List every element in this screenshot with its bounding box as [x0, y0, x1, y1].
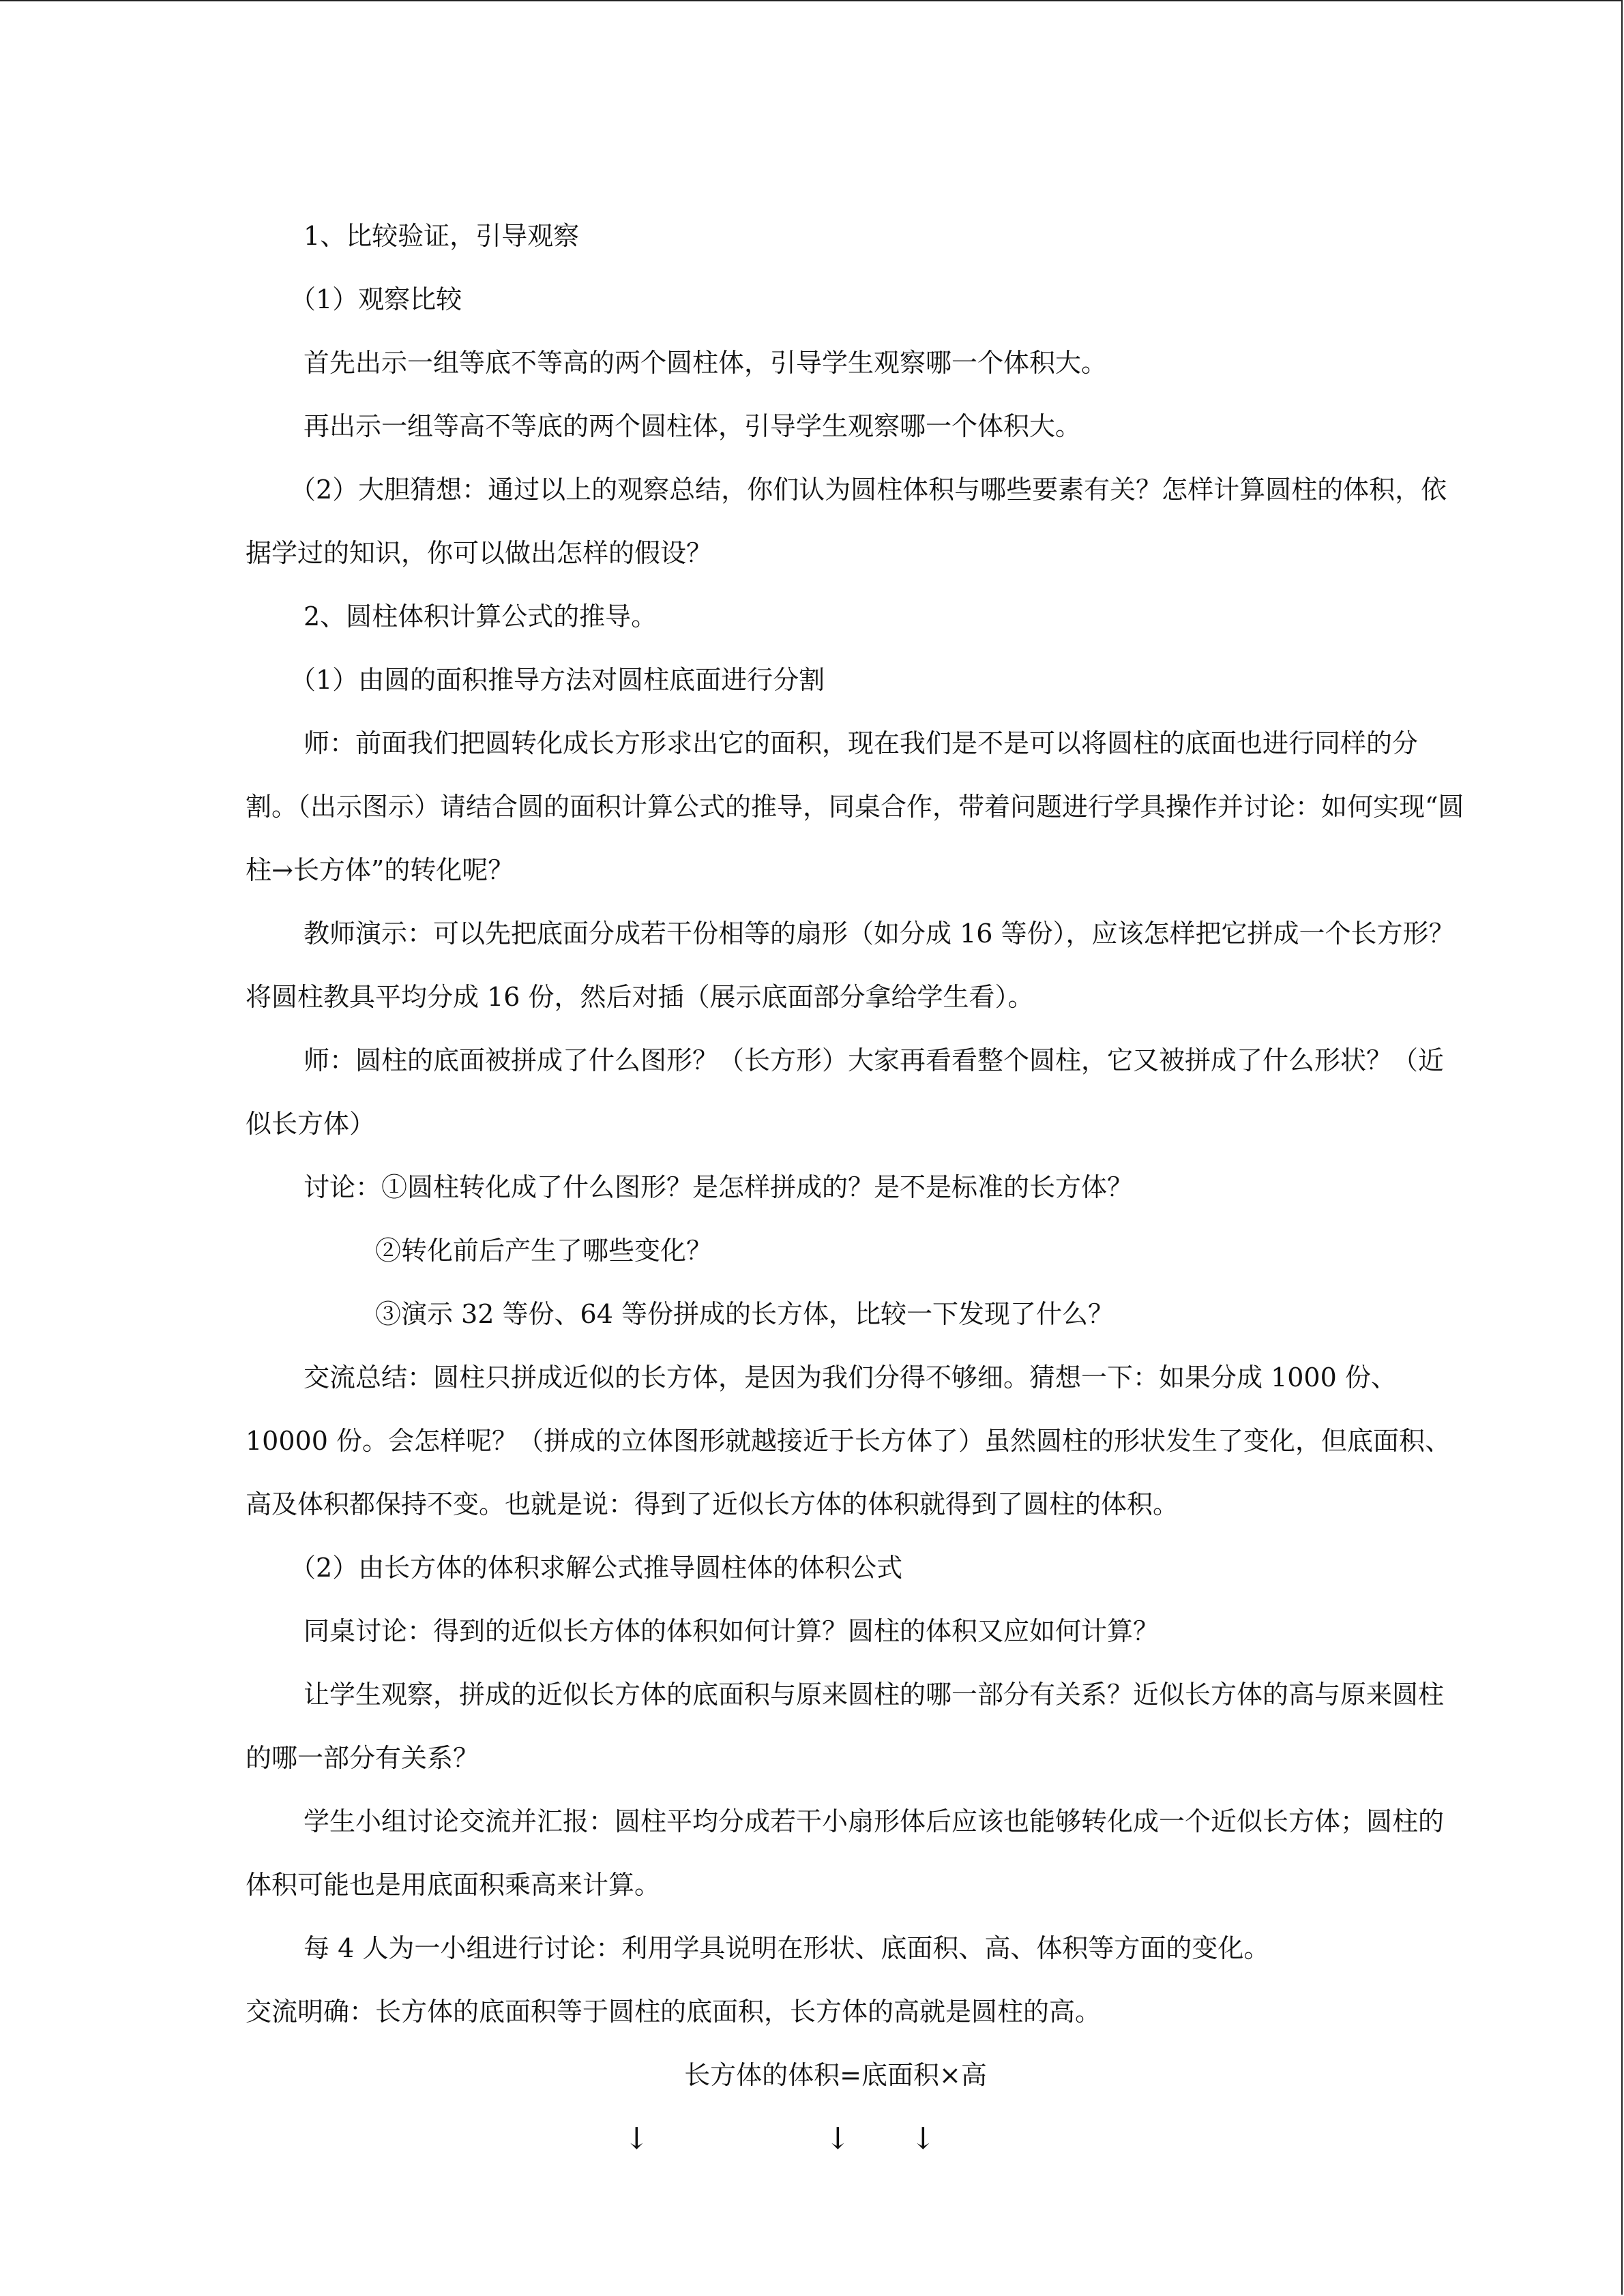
subheading-formula: （2）由长方体的体积求解公式推导圆柱体的体积公式 [290, 1553, 903, 1583]
down-arrow-icon: ↓ [624, 2121, 649, 2156]
paragraph: 再出示一组等高不等底的两个圆柱体，引导学生观察哪一个体积大。 [304, 411, 1082, 441]
down-arrow-icon: ↓ [825, 2121, 851, 2156]
paragraph: 首先出示一组等底不等高的两个圆柱体，引导学生观察哪一个体积大。 [304, 348, 1108, 378]
paragraph-teacher-question: 师：圆柱的底面被拼成了什么图形？（长方形）大家再看看整个圆柱，它又被拼成了什么形状？（近似长方体） [246, 1045, 1445, 1139]
paragraph-summary: 交流总结：圆柱只拼成近似的长方体，是因为我们分得不够细。猜想一下：如果分成 1000 份、10000 份。会怎样呢？（拼成的立体图形就越接近于长方体了）虽然圆柱的形状发生了变化，但底面积、高及体积都保持不变。也就是说：得到了近似长方体的体积就得到了圆柱的体积。 [246, 1362, 1451, 1519]
down-arrow-icon: ↓ [911, 2121, 936, 2156]
formula-arrows [246, 2107, 1466, 2171]
subheading-observe-compare: （1）观察比较 [290, 284, 462, 314]
paragraph-teacher: 师：前面我们把圆转化成长方形求出它的面积，现在我们是不是可以将圆柱的底面也进行同样的分割。（出示图示）请结合圆的面积计算公式的推导，同桌合作，带着问题进行学具操作并讨论：如何实现“圆柱→长方体”的转化呢？ [246, 728, 1464, 885]
paragraph-demo: 教师演示：可以先把底面分成若干份相等的扇形（如分成 16 等份），应该怎样把它拼成一个长方形？将圆柱教具平均分成 16 份，然后对插（展示底面部分拿给学生看）。 [246, 919, 1455, 1012]
section-heading-2: 2、圆柱体积计算公式的推导。 [304, 601, 658, 631]
paragraph: 学生小组讨论交流并汇报：圆柱平均分成若干小扇形体后应该也能够转化成一个近似长方体；圆柱的体积可能也是用底面积乘高来计算。 [246, 1806, 1445, 1900]
discussion-item-2: ②转化前后产生了哪些变化？ [375, 1236, 713, 1266]
subheading-circle-division: （1）由圆的面积推导方法对圆柱底面进行分割 [290, 665, 825, 695]
paragraph: 交流明确：长方体的底面积等于圆柱的底面积，长方体的高就是圆柱的高。 [246, 1997, 1102, 2027]
document-body [246, 205, 1466, 2171]
discussion-item-1: 讨论：①圆柱转化成了什么图形？是怎样拼成的？是不是标准的长方体？ [304, 1172, 1134, 1202]
discussion-item-3: ③演示 32 等份、64 等份拼成的长方体，比较一下发现了什么？ [375, 1299, 1114, 1329]
paragraph-guess: （2）大胆猜想：通过以上的观察总结，你们认为圆柱体积与哪些要素有关？怎样计算圆柱的体积，依据学过的知识，你可以做出怎样的假设？ [246, 475, 1447, 568]
section-heading-1: 1、比较验证，引导观察 [304, 221, 580, 251]
paragraph: 让学生观察，拼成的近似长方体的底面积与原来圆柱的哪一部分有关系？近似长方体的高与原来圆柱的哪一部分有关系？ [246, 1680, 1445, 1773]
paragraph: 同桌讨论：得到的近似长方体的体积如何计算？圆柱的体积又应如何计算？ [304, 1616, 1160, 1646]
paragraph: 每 4 人为一小组进行讨论：利用学具说明在形状、底面积、高、体积等方面的变化。 [304, 1933, 1270, 1963]
formula-line: 长方体的体积=底面积×高 [684, 2060, 987, 2090]
